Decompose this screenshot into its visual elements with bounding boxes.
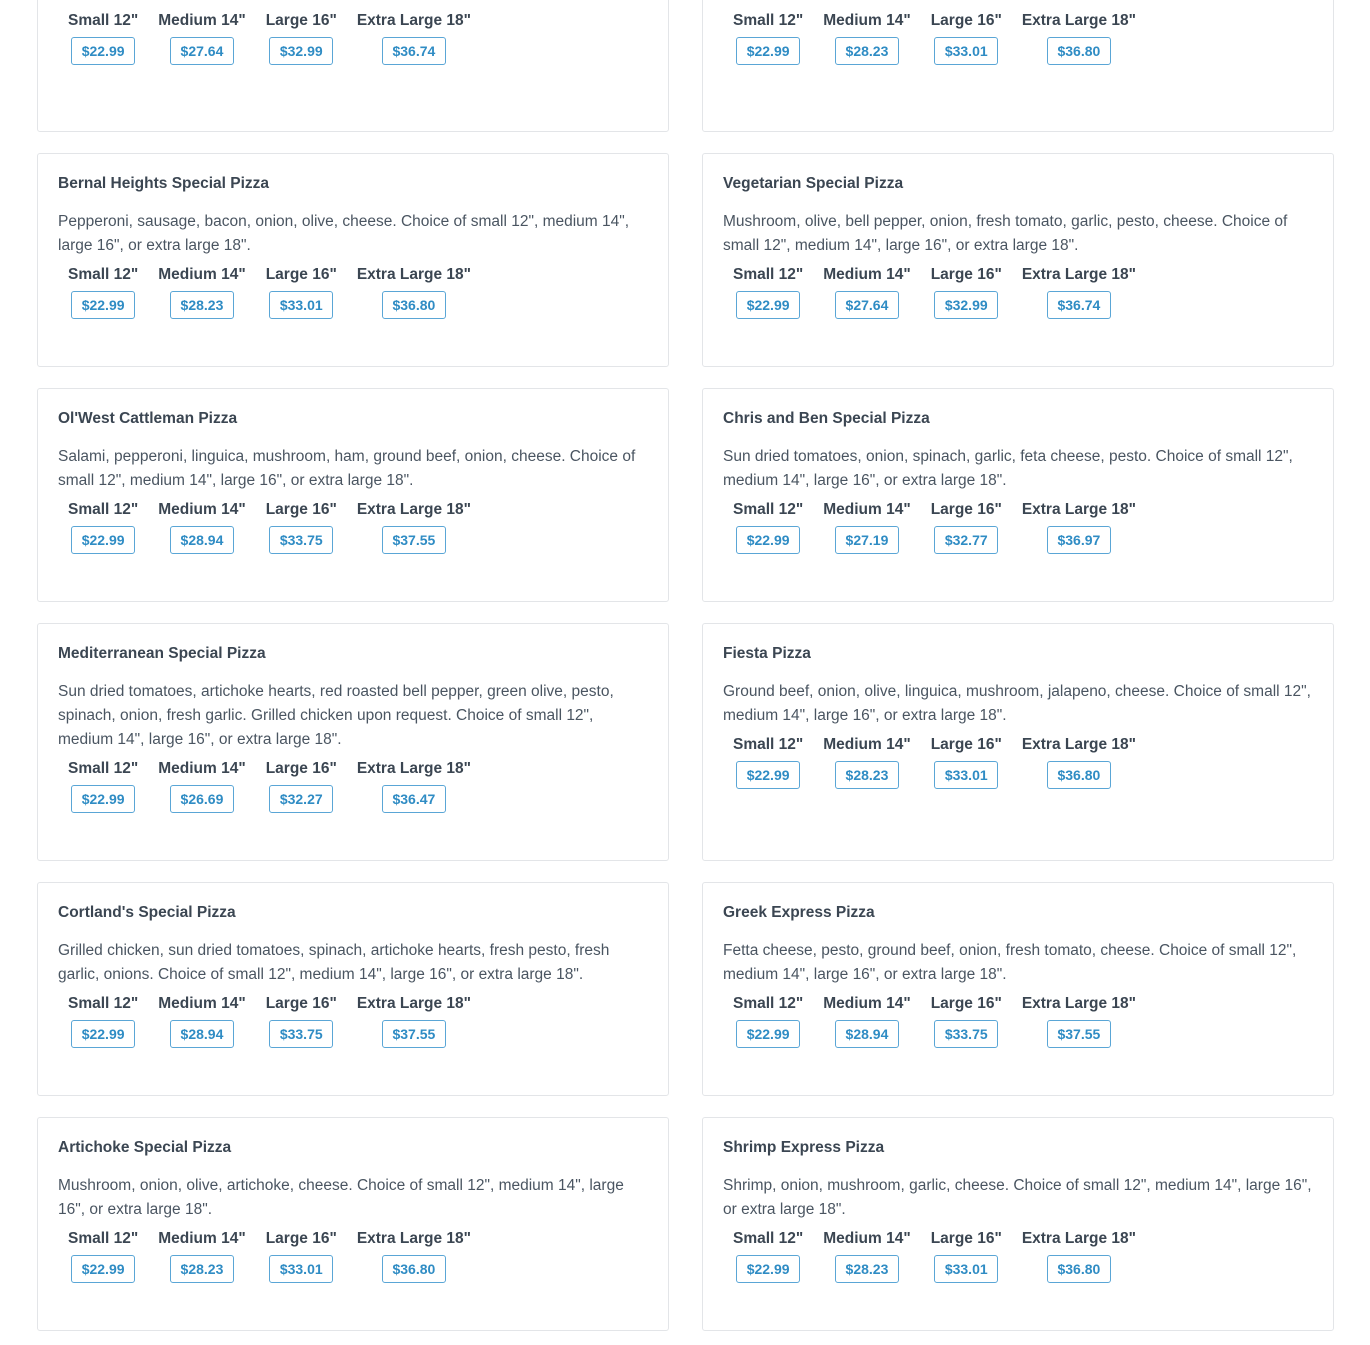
size-label: Large 16" (930, 1230, 1002, 1247)
size-options (68, 1226, 648, 1283)
size-option (823, 8, 910, 65)
size-option (931, 262, 1002, 319)
size-option (931, 991, 1002, 1048)
size-label: Small 12" (733, 501, 804, 518)
add-to-order-price-button[interactable]: $28.94 (835, 1020, 899, 1048)
size-option (733, 8, 803, 65)
size-option (158, 991, 245, 1048)
size-label: Extra Large 18" (1021, 1230, 1136, 1247)
size-option (68, 497, 138, 554)
size-label: Large 16" (930, 501, 1002, 518)
size-option (158, 8, 245, 65)
pizza-description: Grilled chicken, sun dried tomatoes, spinach, artichoke hearts, fresh pesto, fresh garlic, onions. Choice of small 12", medium 14", large 16", or extra large 18". (58, 942, 610, 983)
add-to-order-price-button[interactable]: $36.74 (382, 37, 446, 65)
pizza-card (702, 623, 1334, 861)
add-to-order-price-button[interactable]: $26.69 (170, 785, 234, 813)
size-options (733, 497, 1313, 554)
add-to-order-price-button[interactable]: $33.01 (269, 1255, 333, 1283)
add-to-order-price-button[interactable]: $22.99 (736, 291, 800, 319)
size-label: Large 16" (265, 266, 337, 283)
add-to-order-price-button[interactable]: $28.23 (170, 291, 234, 319)
size-label: Extra Large 18" (1021, 12, 1136, 29)
size-option (823, 497, 910, 554)
size-label: Extra Large 18" (356, 995, 471, 1012)
size-label: Medium 14" (158, 12, 246, 29)
size-label: Small 12" (733, 12, 804, 29)
pizza-description: Salami, pepperoni, linguica, mushroom, ham, ground beef, onion, cheese. Choice of small 12", medium 14", large 16", or extra large 18". (58, 448, 636, 489)
size-label: Large 16" (265, 1230, 337, 1247)
pizza-description: Mushroom, onion, olive, artichoke, cheese. Choice of small 12", medium 14", large 16", or extra large 18". (58, 1177, 624, 1218)
size-option (266, 991, 337, 1048)
size-option (68, 262, 138, 319)
add-to-order-price-button[interactable]: $22.99 (736, 761, 800, 789)
size-label: Medium 14" (823, 501, 911, 518)
pizza-name: Ol'West Cattleman Pizza (58, 410, 238, 427)
size-label: Extra Large 18" (1021, 995, 1136, 1012)
size-option (1022, 1226, 1136, 1283)
size-label: Small 12" (68, 1230, 139, 1247)
add-to-order-price-button[interactable]: $28.94 (170, 1020, 234, 1048)
size-label: Extra Large 18" (356, 12, 471, 29)
pizza-name: Artichoke Special Pizza (58, 1139, 232, 1156)
size-options (733, 1226, 1313, 1283)
add-to-order-price-button[interactable]: $28.23 (835, 761, 899, 789)
add-to-order-price-button[interactable]: $32.99 (269, 37, 333, 65)
pizza-name: Greek Express Pizza (723, 904, 875, 921)
size-option (733, 732, 803, 789)
size-label: Small 12" (68, 501, 139, 518)
size-option (68, 1226, 138, 1283)
pizza-description: Fetta cheese, pesto, ground beef, onion, fresh tomato, cheese. Choice of small 12", medium 14", large 16", or extra large 18". (723, 942, 1297, 983)
size-option (266, 8, 337, 65)
size-label: Small 12" (68, 995, 139, 1012)
add-to-order-price-button[interactable]: $22.99 (71, 785, 135, 813)
size-option (931, 497, 1002, 554)
size-option (823, 991, 910, 1048)
size-options (68, 991, 648, 1048)
size-label: Small 12" (733, 1230, 804, 1247)
size-option (733, 1226, 803, 1283)
add-to-order-price-button[interactable]: $33.75 (269, 526, 333, 554)
size-label: Small 12" (733, 266, 804, 283)
add-to-order-price-button[interactable]: $28.23 (835, 37, 899, 65)
pizza-name: Vegetarian Special Pizza (723, 175, 904, 192)
size-label: Medium 14" (823, 995, 911, 1012)
size-option (158, 1226, 245, 1283)
add-to-order-price-button[interactable]: $36.80 (382, 291, 446, 319)
pizza-description (58, 0, 648, 4)
pizza-name: Chris and Ben Special Pizza (723, 410, 930, 427)
size-label: Small 12" (68, 760, 139, 777)
size-option (266, 1226, 337, 1283)
size-option (733, 497, 803, 554)
size-option (357, 8, 471, 65)
pizza-name: Shrimp Express Pizza (723, 1139, 885, 1156)
add-to-order-price-button[interactable]: $33.01 (934, 1255, 998, 1283)
size-option (68, 991, 138, 1048)
size-label: Large 16" (930, 266, 1002, 283)
size-option (931, 8, 1002, 65)
size-options (68, 8, 648, 65)
add-to-order-price-button[interactable]: $27.19 (835, 526, 899, 554)
size-label: Large 16" (265, 12, 337, 29)
size-label: Extra Large 18" (356, 266, 471, 283)
add-to-order-price-button[interactable]: $28.23 (170, 1255, 234, 1283)
add-to-order-price-button[interactable]: $22.99 (736, 1020, 800, 1048)
pizza-card (702, 0, 1334, 132)
size-options (68, 497, 648, 554)
size-label: Small 12" (733, 995, 804, 1012)
pizza-card (37, 388, 669, 602)
pizza-name: Fiesta Pizza (723, 645, 811, 662)
pizza-description: Sun dried tomatoes, artichoke hearts, red roasted bell pepper, green olive, pesto, spinach, onion, fresh garlic. Grilled chicken upon request. Choice of small 12", medium 14", large 16", or extra large 18". (58, 683, 614, 748)
pizza-description: Ground beef, onion, olive, linguica, mushroom, jalapeno, cheese. Choice of small 12", medium 14", large 16", or extra large 18". (723, 683, 1311, 724)
size-option (68, 8, 138, 65)
size-label: Large 16" (930, 736, 1002, 753)
size-label: Medium 14" (823, 736, 911, 753)
size-label: Medium 14" (158, 995, 246, 1012)
pizza-card (37, 623, 669, 861)
size-label: Medium 14" (158, 501, 246, 518)
add-to-order-price-button[interactable]: $22.99 (71, 1020, 135, 1048)
size-label: Medium 14" (158, 266, 246, 283)
size-label: Large 16" (265, 501, 337, 518)
add-to-order-price-button[interactable]: $22.99 (71, 37, 135, 65)
add-to-order-price-button[interactable]: $37.55 (382, 526, 446, 554)
size-label: Extra Large 18" (1021, 501, 1136, 518)
size-option (158, 497, 245, 554)
size-option (823, 1226, 910, 1283)
add-to-order-price-button[interactable]: $33.01 (934, 761, 998, 789)
size-label: Extra Large 18" (356, 760, 471, 777)
size-option (357, 756, 471, 813)
size-option (68, 756, 138, 813)
size-option (1022, 8, 1136, 65)
pizza-description: Sun dried tomatoes, onion, spinach, garlic, feta cheese, pesto. Choice of small 12", medium 14", large 16", or extra large 18". (723, 448, 1293, 489)
size-options (68, 756, 648, 813)
size-option (1022, 991, 1136, 1048)
pizza-card (702, 882, 1334, 1096)
add-to-order-price-button[interactable]: $33.01 (934, 37, 998, 65)
size-option (1022, 732, 1136, 789)
pizza-description (723, 0, 1313, 4)
size-label: Small 12" (733, 736, 804, 753)
size-label: Medium 14" (158, 1230, 246, 1247)
size-label: Extra Large 18" (356, 501, 471, 518)
add-to-order-price-button[interactable]: $32.99 (934, 291, 998, 319)
add-to-order-price-button[interactable]: $28.23 (835, 1255, 899, 1283)
size-label: Large 16" (265, 995, 337, 1012)
add-to-order-price-button[interactable]: $32.77 (934, 526, 998, 554)
add-to-order-price-button[interactable]: $36.80 (1047, 761, 1111, 789)
add-to-order-price-button[interactable]: $27.64 (835, 291, 899, 319)
add-to-order-price-button[interactable]: $27.64 (170, 37, 234, 65)
size-label: Large 16" (930, 12, 1002, 29)
size-options (733, 8, 1313, 65)
pizza-card (702, 388, 1334, 602)
add-to-order-price-button[interactable]: $36.80 (382, 1255, 446, 1283)
size-option (733, 262, 803, 319)
add-to-order-price-button[interactable]: $36.80 (1047, 1255, 1111, 1283)
size-options (68, 262, 648, 319)
size-label: Medium 14" (823, 1230, 911, 1247)
size-label: Extra Large 18" (1021, 736, 1136, 753)
size-label: Medium 14" (823, 12, 911, 29)
size-options (733, 732, 1313, 789)
add-to-order-price-button[interactable]: $22.99 (736, 1255, 800, 1283)
pizza-menu-grid (37, 0, 1334, 1331)
pizza-name: Cortland's Special Pizza (58, 904, 236, 921)
size-options (733, 991, 1313, 1048)
add-to-order-price-button[interactable]: $33.75 (934, 1020, 998, 1048)
pizza-card (702, 1117, 1334, 1331)
pizza-description: Pepperoni, sausage, bacon, onion, olive, cheese. Choice of small 12", medium 14", large 16", or extra large 18". (58, 213, 630, 254)
size-option (823, 732, 910, 789)
add-to-order-price-button[interactable]: $22.99 (71, 1255, 135, 1283)
add-to-order-price-button[interactable]: $22.99 (71, 526, 135, 554)
pizza-card (37, 882, 669, 1096)
size-option (357, 991, 471, 1048)
size-label: Medium 14" (823, 266, 911, 283)
size-option (266, 756, 337, 813)
add-to-order-price-button[interactable]: $36.74 (1047, 291, 1111, 319)
size-label: Extra Large 18" (1021, 266, 1136, 283)
pizza-card (702, 153, 1334, 367)
pizza-description: Mushroom, olive, bell pepper, onion, fresh tomato, garlic, pesto, cheese. Choice of small 12", medium 14", large 16", or extra large 18". (723, 213, 1288, 254)
add-to-order-price-button[interactable]: $22.99 (71, 291, 135, 319)
size-option (1022, 497, 1136, 554)
size-label: Medium 14" (158, 760, 246, 777)
size-option (357, 1226, 471, 1283)
size-label: Extra Large 18" (356, 1230, 471, 1247)
size-label: Small 12" (68, 12, 139, 29)
size-option (931, 732, 1002, 789)
add-to-order-price-button[interactable]: $28.94 (170, 526, 234, 554)
add-to-order-price-button[interactable]: $33.01 (269, 291, 333, 319)
add-to-order-price-button[interactable]: $32.27 (269, 785, 333, 813)
size-option (357, 262, 471, 319)
add-to-order-price-button[interactable]: $37.55 (1047, 1020, 1111, 1048)
add-to-order-price-button[interactable]: $33.75 (269, 1020, 333, 1048)
add-to-order-price-button[interactable]: $36.80 (1047, 37, 1111, 65)
pizza-card (37, 1117, 669, 1331)
add-to-order-price-button[interactable]: $36.47 (382, 785, 446, 813)
pizza-name: Mediterranean Special Pizza (58, 645, 266, 662)
size-option (931, 1226, 1002, 1283)
size-option (266, 497, 337, 554)
add-to-order-price-button[interactable]: $37.55 (382, 1020, 446, 1048)
pizza-description: Shrimp, onion, mushroom, garlic, cheese. Choice of small 12", medium 14", large 16", or extra large 18". (723, 1177, 1312, 1218)
add-to-order-price-button[interactable]: $22.99 (736, 526, 800, 554)
size-option (823, 262, 910, 319)
size-label: Large 16" (930, 995, 1002, 1012)
size-option (733, 991, 803, 1048)
size-option (357, 497, 471, 554)
pizza-name: Bernal Heights Special Pizza (58, 175, 270, 192)
pizza-card (37, 0, 669, 132)
add-to-order-price-button[interactable]: $22.99 (736, 37, 800, 65)
add-to-order-price-button[interactable]: $36.97 (1047, 526, 1111, 554)
size-options (733, 262, 1313, 319)
size-option (266, 262, 337, 319)
size-option (1022, 262, 1136, 319)
size-option (158, 756, 245, 813)
pizza-card (37, 153, 669, 367)
size-label: Large 16" (265, 760, 337, 777)
size-option (158, 262, 245, 319)
size-label: Small 12" (68, 266, 139, 283)
